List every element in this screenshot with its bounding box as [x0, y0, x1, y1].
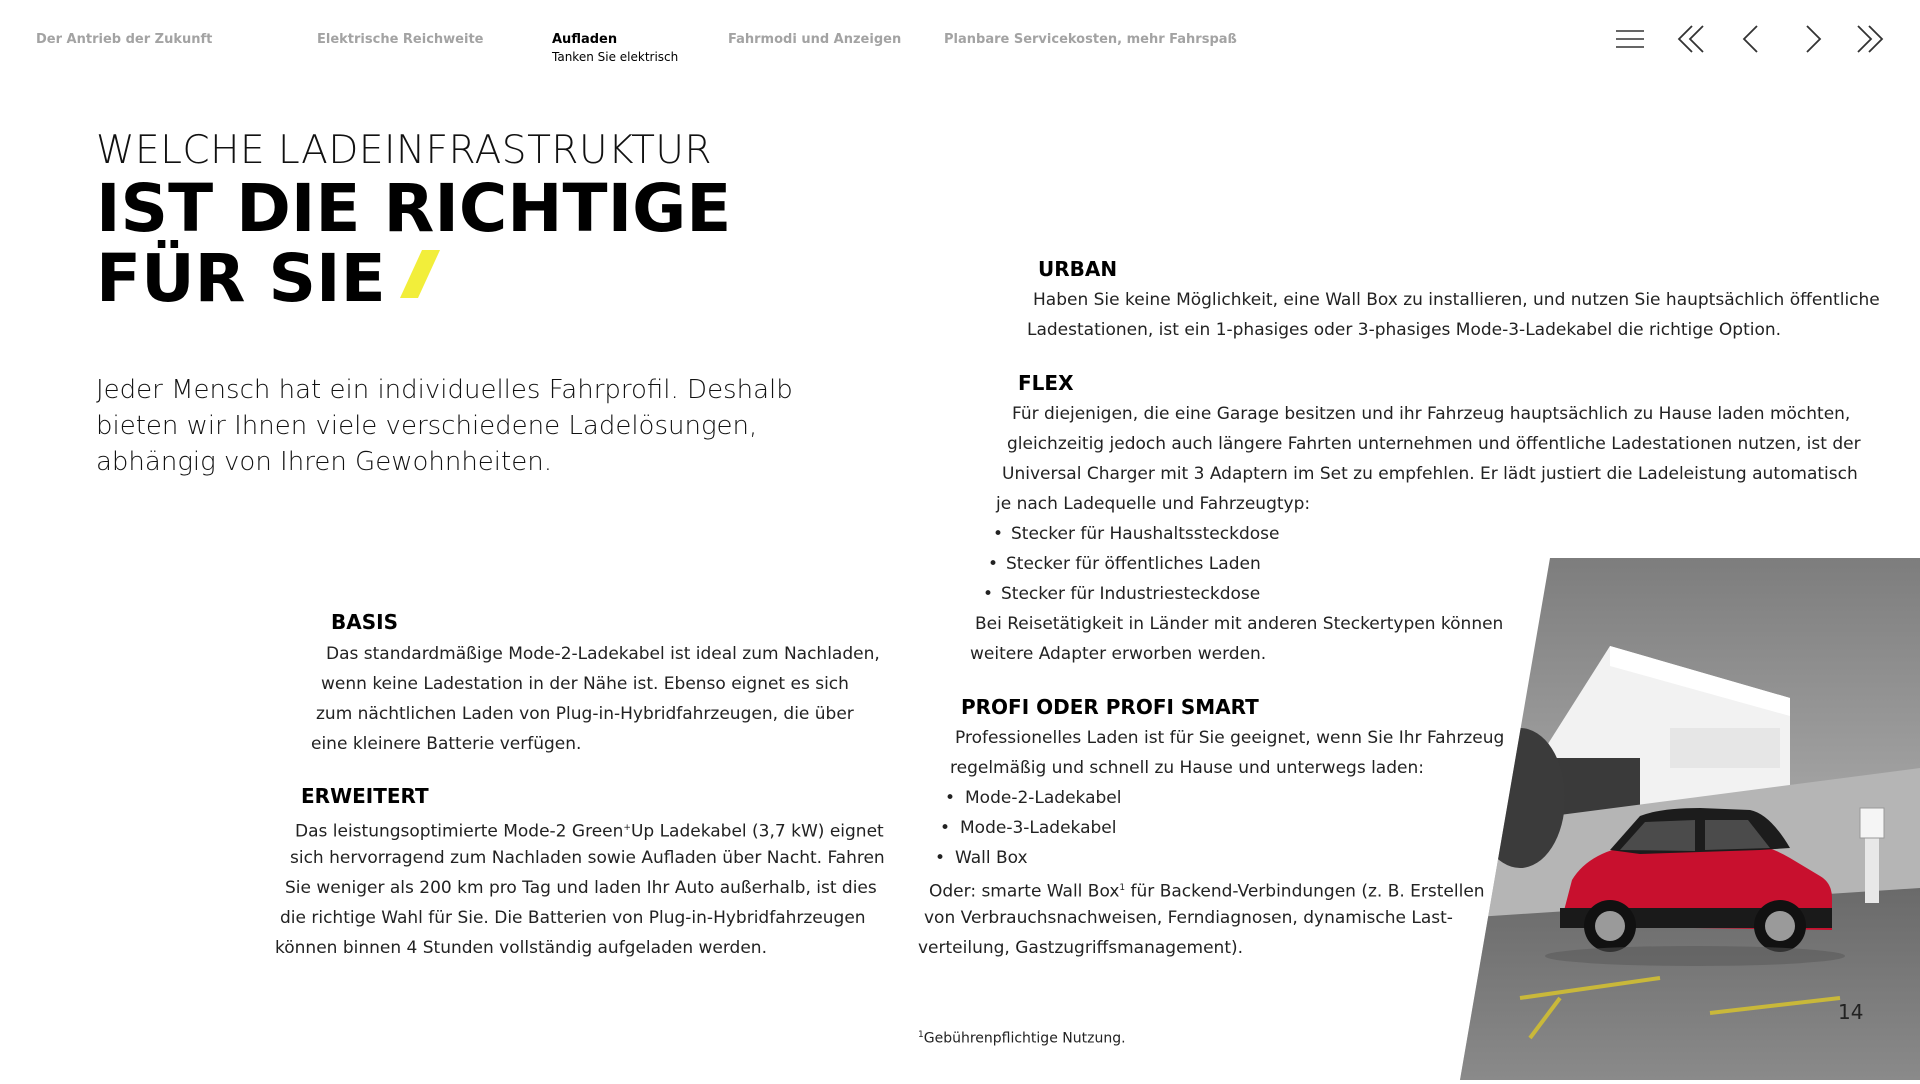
bullet-dot: • — [988, 554, 999, 574]
basis-heading: BASIS — [331, 610, 398, 634]
greenup-superscript: + — [623, 823, 631, 833]
bullet-dot: • — [945, 788, 956, 808]
bullet-dot: • — [940, 818, 951, 838]
flex-line: Bei Reisetätigkeit in Länder mit anderen Steckertypen können — [975, 614, 1504, 634]
erweitert-line: sich hervorragend zum Nachladen sowie Aufladen über Nacht. Fahren — [290, 848, 885, 868]
bullet-dot: • — [993, 524, 1004, 544]
profi-bullet-item: Mode-3-Ladekabel — [960, 818, 1117, 838]
profi-bullet-item: Mode-2-Ladekabel — [965, 788, 1122, 808]
basis-line: eine kleinere Batterie verfügen. — [311, 734, 582, 754]
yellow-slash-accent — [400, 243, 442, 313]
erweitert-line-start: Das leistungsoptimierte Mode-2 Green — [295, 821, 624, 842]
bullet-dot: • — [935, 848, 946, 868]
page-number: 14 — [1838, 1000, 1864, 1024]
flex-bullet-item: Stecker für öffentliches Laden — [1006, 554, 1261, 574]
previous-page-icon[interactable] — [1735, 22, 1769, 56]
first-page-icon[interactable] — [1674, 22, 1708, 56]
profi-heading: PROFI ODER PROFI SMART — [961, 695, 1259, 719]
erweitert-line-end: Up Ladekabel (3,7 kW) eignet — [630, 821, 884, 842]
footnote-marker: 1 — [1119, 883, 1126, 893]
footnote-number: 1 — [918, 1030, 924, 1040]
next-page-icon[interactable] — [1795, 22, 1829, 56]
basis-line: zum nächtlichen Laden von Plug-in-Hybridfahrzeugen, die über — [316, 704, 854, 724]
top-navigation — [0, 0, 1920, 80]
erweitert-line: können binnen 4 Stunden vollständig aufgeladen werden. — [275, 938, 767, 958]
tab-fahrmodi-und-anzeigen[interactable]: Fahrmodi und Anzeigen — [728, 32, 902, 47]
profi-oder-start: Oder: smarte Wall Box — [929, 881, 1120, 902]
flex-line: je nach Ladequelle und Fahrzeugtyp: — [996, 494, 1311, 514]
title-line-1: WELCHE LADEINFRASTRUKTUR — [96, 128, 713, 173]
flex-bullet-item: Stecker für Haushaltssteckdose — [1011, 524, 1280, 544]
tab-aufladen-subtitle: Tanken Sie elektrisch — [552, 50, 679, 64]
intro-text: Jeder Mensch hat ein individuelles Fahrprofil. Deshalb bieten wir Ihnen viele verschiedene Ladelösungen, abhängig von Ihren Gewohnheiten. — [96, 375, 793, 477]
tab-planbare-servicekosten[interactable]: Planbare Servicekosten, mehr Fahrspaß — [944, 32, 1237, 47]
profi-bullet-item: Wall Box — [955, 848, 1028, 868]
flex-line: Für diejenigen, die eine Garage besitzen und ihr Fahrzeug hauptsächlich zu Hause laden möchten, — [1012, 404, 1851, 424]
urban-line: Haben Sie keine Möglichkeit, eine Wall Box zu installieren, und nutzen Sie hauptsächlich öffentliche — [1033, 290, 1880, 310]
profi-line: Professionelles Laden ist für Sie geeignet, wenn Sie Ihr Fahrzeug — [955, 728, 1505, 748]
profi-oder-end: für Backend-Verbindungen (z. B. Erstellen — [1125, 881, 1485, 902]
erweitert-heading: ERWEITERT — [301, 784, 429, 808]
erweitert-line: Sie weniger als 200 km pro Tag und laden Ihr Auto außerhalb, ist dies — [285, 878, 877, 898]
last-page-icon[interactable] — [1853, 22, 1887, 56]
tab-aufladen[interactable] — [552, 32, 678, 64]
profi-line: von Verbrauchsnachweisen, Ferndiagnosen, dynamische Last- — [924, 908, 1453, 928]
flex-line: weitere Adapter erworben werden. — [970, 644, 1267, 664]
title-line-2: IST DIE RICHTIGE — [96, 170, 732, 247]
bullet-dot: • — [983, 584, 994, 604]
page-title — [96, 128, 732, 317]
basis-line: wenn keine Ladestation in der Nähe ist. Ebenso eignet es sich — [321, 674, 849, 694]
profi-line: regelmäßig und schnell zu Hause und unterwegs laden: — [950, 758, 1424, 778]
profi-line — [929, 877, 1485, 903]
tab-aufladen-label: Aufladen — [552, 32, 618, 47]
title-line-3: FÜR SIE — [96, 240, 386, 317]
menu-icon[interactable] — [1613, 22, 1647, 56]
tab-elektrische-reichweite[interactable]: Elektrische Reichweite — [317, 32, 484, 47]
title-line-3-row — [96, 240, 731, 317]
erweitert-line — [295, 817, 884, 843]
footnote-text: Gebührenpflichtige Nutzung. — [923, 1030, 1126, 1047]
flex-line: gleichzeitig jedoch auch längere Fahrten unternehmen und öffentliche Ladestationen nutzen, ist der — [1007, 434, 1861, 454]
flex-bullet-item: Stecker für Industriesteckdose — [1001, 584, 1261, 604]
footnote — [918, 1030, 1126, 1047]
profi-line: verteilung, Gastzugriffsmanagement). — [918, 938, 1244, 958]
flex-line: Universal Charger mit 3 Adaptern im Set zu empfehlen. Er lädt justiert die Ladeleistung automatisch — [1002, 464, 1858, 484]
urban-heading: URBAN — [1038, 257, 1118, 281]
flex-heading: FLEX — [1018, 371, 1074, 395]
urban-line: Ladestationen, ist ein 1-phasiges oder 3-phasiges Mode-3-Ladekabel die richtige Option. — [1027, 320, 1782, 340]
basis-line: Das standardmäßige Mode-2-Ladekabel ist ideal zum Nachladen, — [326, 644, 880, 664]
erweitert-line: die richtige Wahl für Sie. Die Batterien von Plug-in-Hybridfahrzeugen — [280, 908, 866, 928]
tab-der-antrieb-der-zukunft[interactable]: Der Antrieb der Zukunft — [36, 32, 213, 47]
